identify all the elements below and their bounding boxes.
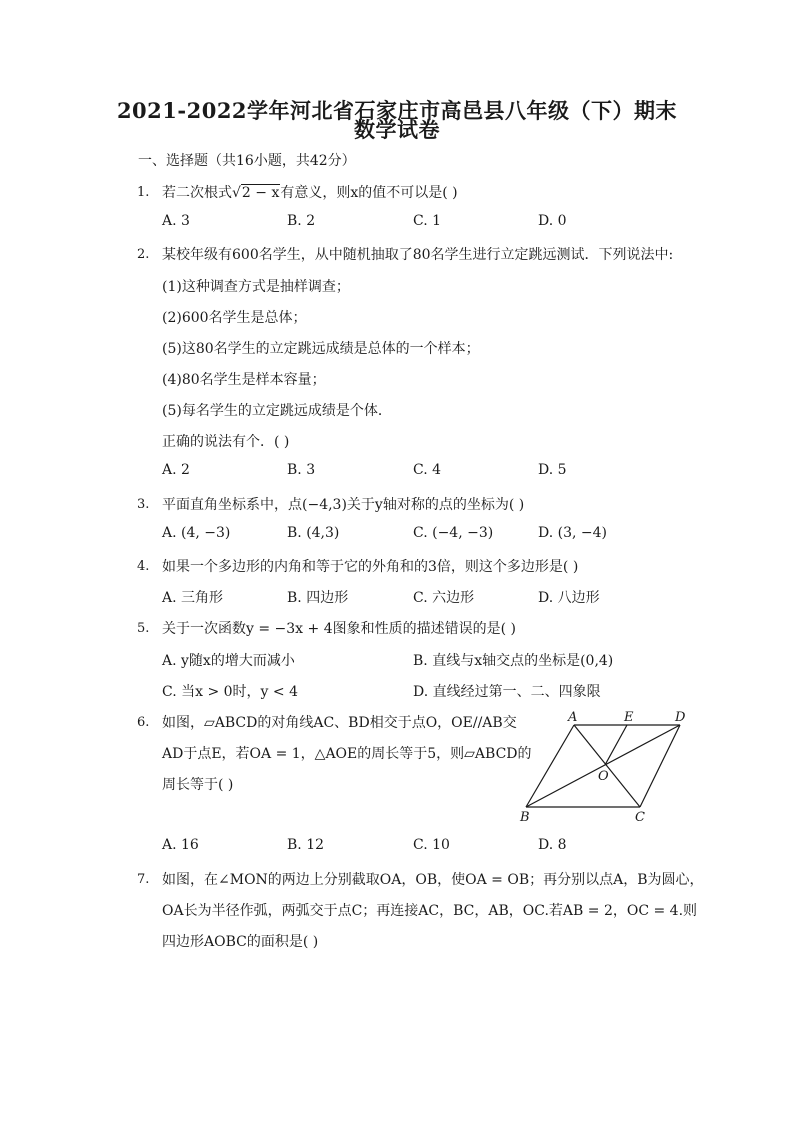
option-c: C. 4: [413, 462, 442, 478]
label-d: D: [675, 710, 686, 725]
stem-text: 若二次根式: [162, 185, 232, 201]
question-stem: 如果一个多边形的内角和等于它的外角和的3倍，则这个多边形是( ): [162, 559, 579, 575]
question-line: 四边形AOBC的面积是( ): [162, 934, 319, 950]
option-c: C. 六边形: [413, 590, 475, 606]
question-line: 周长等于( ): [162, 777, 234, 793]
diagonal-ac: [574, 725, 640, 807]
option-b: B. 四边形: [287, 590, 349, 606]
question-stem: [162, 182, 458, 202]
option-b: B. (4,3): [287, 525, 340, 541]
side-dc: [640, 725, 680, 807]
question-line: (2)600名学生是总体；: [162, 310, 307, 326]
question-line: (1)这种调查方式是抽样调查；: [162, 279, 350, 295]
option-b: B. 12: [287, 837, 325, 853]
radicand: 2 − x: [241, 185, 280, 201]
option-a: A. (4, −3): [162, 525, 231, 541]
option-c: C. 10: [413, 837, 450, 853]
label-o: O: [598, 769, 609, 784]
question-line: (4)80名学生是样本容量；: [162, 372, 326, 388]
parallelogram-figure: [512, 708, 694, 828]
question-number: 7.: [137, 872, 150, 887]
option-d: D. 8: [538, 837, 567, 853]
question-stem: 关于一次函数y = −3x + 4图象和性质的描述错误的是( ): [162, 621, 516, 637]
label-e: E: [624, 710, 634, 725]
option-b: B. 2: [287, 213, 316, 229]
question-line: 正确的说法有个．( ): [162, 434, 290, 450]
diagonal-bd: [526, 725, 680, 807]
label-a: A: [568, 710, 578, 725]
option-a: A. 三角形: [162, 590, 224, 606]
sqrt-symbol: √: [232, 185, 241, 201]
label-c: C: [635, 810, 645, 825]
option-b: B. 3: [287, 462, 316, 478]
option-a: A. 3: [162, 213, 190, 229]
option-d: D. (3, −4): [538, 525, 607, 541]
stem-text: 有意义，则x的值不可以是( ): [280, 185, 458, 201]
option-a: A. 16: [162, 837, 199, 853]
section-heading: 一、选择题（共16小题，共42分）: [138, 153, 356, 169]
option-c: C. 当x > 0时，y < 4: [162, 684, 298, 700]
option-d: D. 八边形: [538, 590, 600, 606]
question-line: 某校年级有600名学生，从中随机抽取了80名学生进行立定跳远测试．下列说法中:: [162, 247, 674, 263]
option-c: C. (−4, −3): [413, 525, 494, 541]
option-d: D. 直线经过第一、二、四象限: [413, 684, 601, 700]
exam-title-line1: 2021-2022学年河北省石家庄市高邑县八年级（下）期末: [116, 98, 678, 123]
option-b: B. 直线与x轴交点的坐标是(0,4): [413, 653, 614, 669]
option-c: C. 1: [413, 213, 442, 229]
option-d: D. 0: [538, 213, 567, 229]
question-line: OA长为半径作弧，两弧交于点C；再连接AC，BC，AB，OC.若AB = 2，OC = 4.则: [162, 903, 698, 919]
question-number: 2.: [137, 247, 150, 262]
question-line: AD于点E，若OA = 1，△AOE的周长等于5，则▱ABCD的: [162, 746, 532, 762]
question-line: (5)每名学生的立定跳远成绩是个体．: [162, 403, 392, 419]
question-stem: 平面直角坐标系中，点(−4,3)关于y轴对称的点的坐标为( ): [162, 497, 525, 513]
option-a: A. y随x的增大而减小: [162, 653, 295, 669]
question-number: 5.: [137, 621, 150, 636]
label-b: B: [520, 810, 530, 825]
exam-title-line2: 数学试卷: [354, 117, 440, 142]
question-number: 3.: [137, 497, 150, 512]
question-line: 如图，▱ABCD的对角线AC、BD相交于点O，OE//AB交: [162, 715, 517, 731]
option-a: A. 2: [162, 462, 190, 478]
question-number: 1.: [137, 185, 150, 200]
question-line: (5)这80名学生的立定跳远成绩是总体的一个样本；: [162, 341, 480, 357]
question-number: 6.: [137, 715, 150, 730]
question-line: 如图，在∠MON的两边上分别截取OA，OB，使OA = OB；再分别以点A，B为圆心，: [162, 872, 704, 888]
question-number: 4.: [137, 559, 150, 574]
option-d: D. 5: [538, 462, 567, 478]
